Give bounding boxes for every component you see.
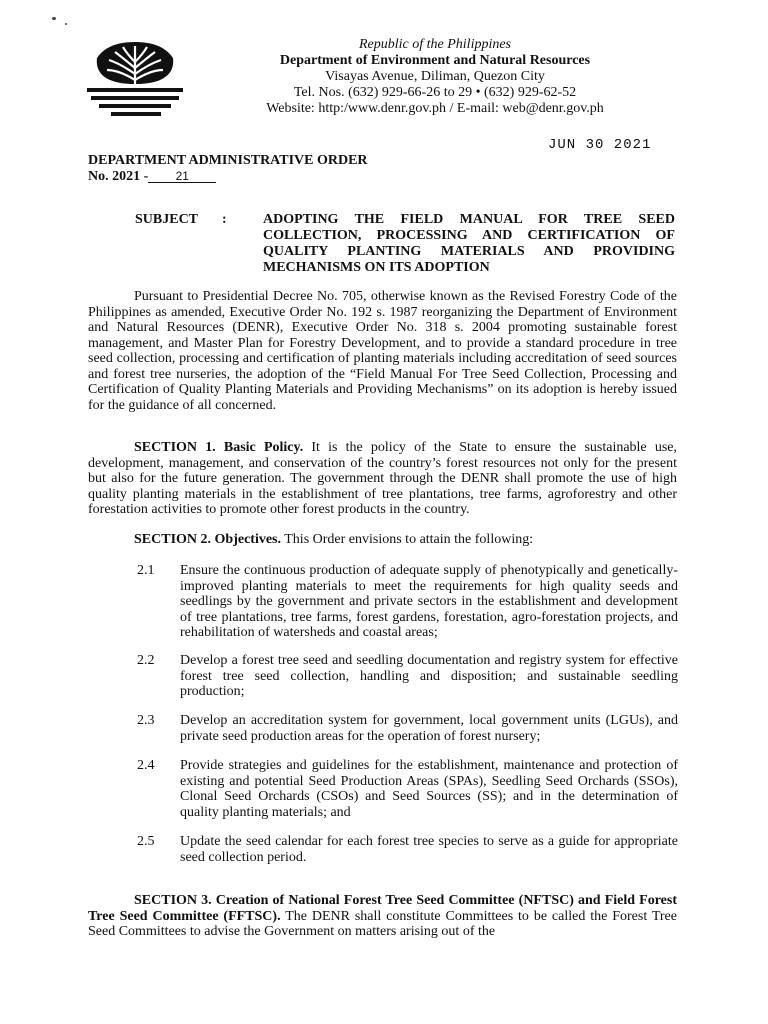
order-title: DEPARTMENT ADMINISTRATIVE ORDER xyxy=(88,153,368,168)
subject-colon: : xyxy=(222,212,227,227)
section-2-heading: SECTION 2. Objectives. xyxy=(134,532,281,547)
objective-number: 2.3 xyxy=(137,713,155,728)
objective-text: Update the seed calendar for each forest tree species to serve as a guide for appropriate seed collection period. xyxy=(180,834,678,865)
order-number: 21 xyxy=(148,170,216,183)
date-stamp: JUN 30 2021 xyxy=(548,137,652,153)
address-line: Visayas Avenue, Diliman, Quezon City xyxy=(325,69,545,84)
subject-label: SUBJECT xyxy=(135,212,199,227)
republic-line: Republic of the Philippines xyxy=(358,37,512,52)
order-number-prefix: No. 2021 - xyxy=(88,169,149,184)
objective-number: 2.4 xyxy=(137,758,155,773)
letterhead xyxy=(230,37,640,117)
objective-text: Ensure the continuous production of adequate supply of phenotypically and genetically-improved planting materials to meet the requirements for high quality seeds and seedlings by the government and private sectors in the establishment and development of tree plantations, tree farms, forest gardens, forestation, agro-forestation projects, and rehabilitation of watersheds and coastal areas; xyxy=(180,563,678,640)
department-name: Department of Environment and Natural Resources xyxy=(279,53,591,68)
subject-text: ADOPTING THE FIELD MANUAL FOR TREE SEED COLLECTION, PROCESSING AND CERTIFICATION OF QUALITY PLANTING MATERIALS AND PROVIDING MECHANISMS ON ITS ADOPTION xyxy=(263,212,675,275)
scan-speck xyxy=(52,17,56,20)
denr-seal-icon xyxy=(85,40,185,122)
scan-speck xyxy=(65,23,67,25)
objective-text: Provide strategies and guidelines for the establishment, maintenance and protection of existing and potential Seed Production Areas (SPAs), Seedling Seed Orchards (SSOs), Clonal Seed Orchards (CSOs) and Seed Sources (SS); and in the determination of quality planting materials; and xyxy=(180,758,678,820)
website-line: Website: http:/www.denr.gov.ph / E-mail: web@denr.gov.ph xyxy=(266,101,604,116)
objective-text: Develop a forest tree seed and seedling documentation and registry system for effective forest tree seed collection, handling and disposition; and sustainable seedling production; xyxy=(180,653,678,699)
objective-number: 2.5 xyxy=(137,834,155,849)
section-1-heading: SECTION 1. Basic Policy. xyxy=(134,440,304,455)
section-2-paragraph xyxy=(134,532,678,548)
objective-number: 2.1 xyxy=(137,563,155,578)
preamble-paragraph: Pursuant to Presidential Decree No. 705, otherwise known as the Revised Forestry Code of the Philippines as amended, Executive Order No. 192 s. 1987 reorganizing the Department of Environment and Natural Resources (DENR), Executive Order No. 318 s. 2004 promoting sustainable forest management, and Master Plan for Forestry Development, and to provide a standard procedure in tree seed collection, processing and certification of planting materials including accreditation of seed sources and forest tree nurseries, the adoption of the “Field Manual For Tree Seed Collection, Processing and Certification of Quality Planting Materials and Providing Mechanisms” on its adoption is hereby issued for the guidance of all concerned. xyxy=(88,289,677,413)
section-3-paragraph xyxy=(88,893,677,940)
objective-number: 2.2 xyxy=(137,653,155,668)
order-number-line xyxy=(88,169,216,185)
section-1-text: It is the policy of the State to ensure the sustainable use, development, management, and conservation of the country’s forest resources not only for the present but also for the future generation. The government through the DENR shall promote the use of high quality planting materials in the establishment of tree plantations, tree farms, agroforestry and other forestation activities to promote other forest products in the country. xyxy=(88,440,677,517)
section-2-text: This Order envisions to attain the following: xyxy=(281,532,534,547)
section-3-text: The DENR shall constitute Committees to be called the Forest Tree Seed Committees to advise the Government on matters arising out of the xyxy=(88,908,677,939)
objective-text: Develop an accreditation system for government, local government units (LGUs), and private seed production areas for the operation of forest nursery; xyxy=(180,713,678,744)
section-3-heading: SECTION 3. Creation of National Forest Tree Seed Committee (NFTSC) and Field Forest Tree Seed Committee (FFTSC). xyxy=(88,893,677,924)
telephone-line: Tel. Nos. (632) 929-66-26 to 29 • (632) 929-62-52 xyxy=(293,85,577,100)
section-1-paragraph xyxy=(88,440,677,518)
